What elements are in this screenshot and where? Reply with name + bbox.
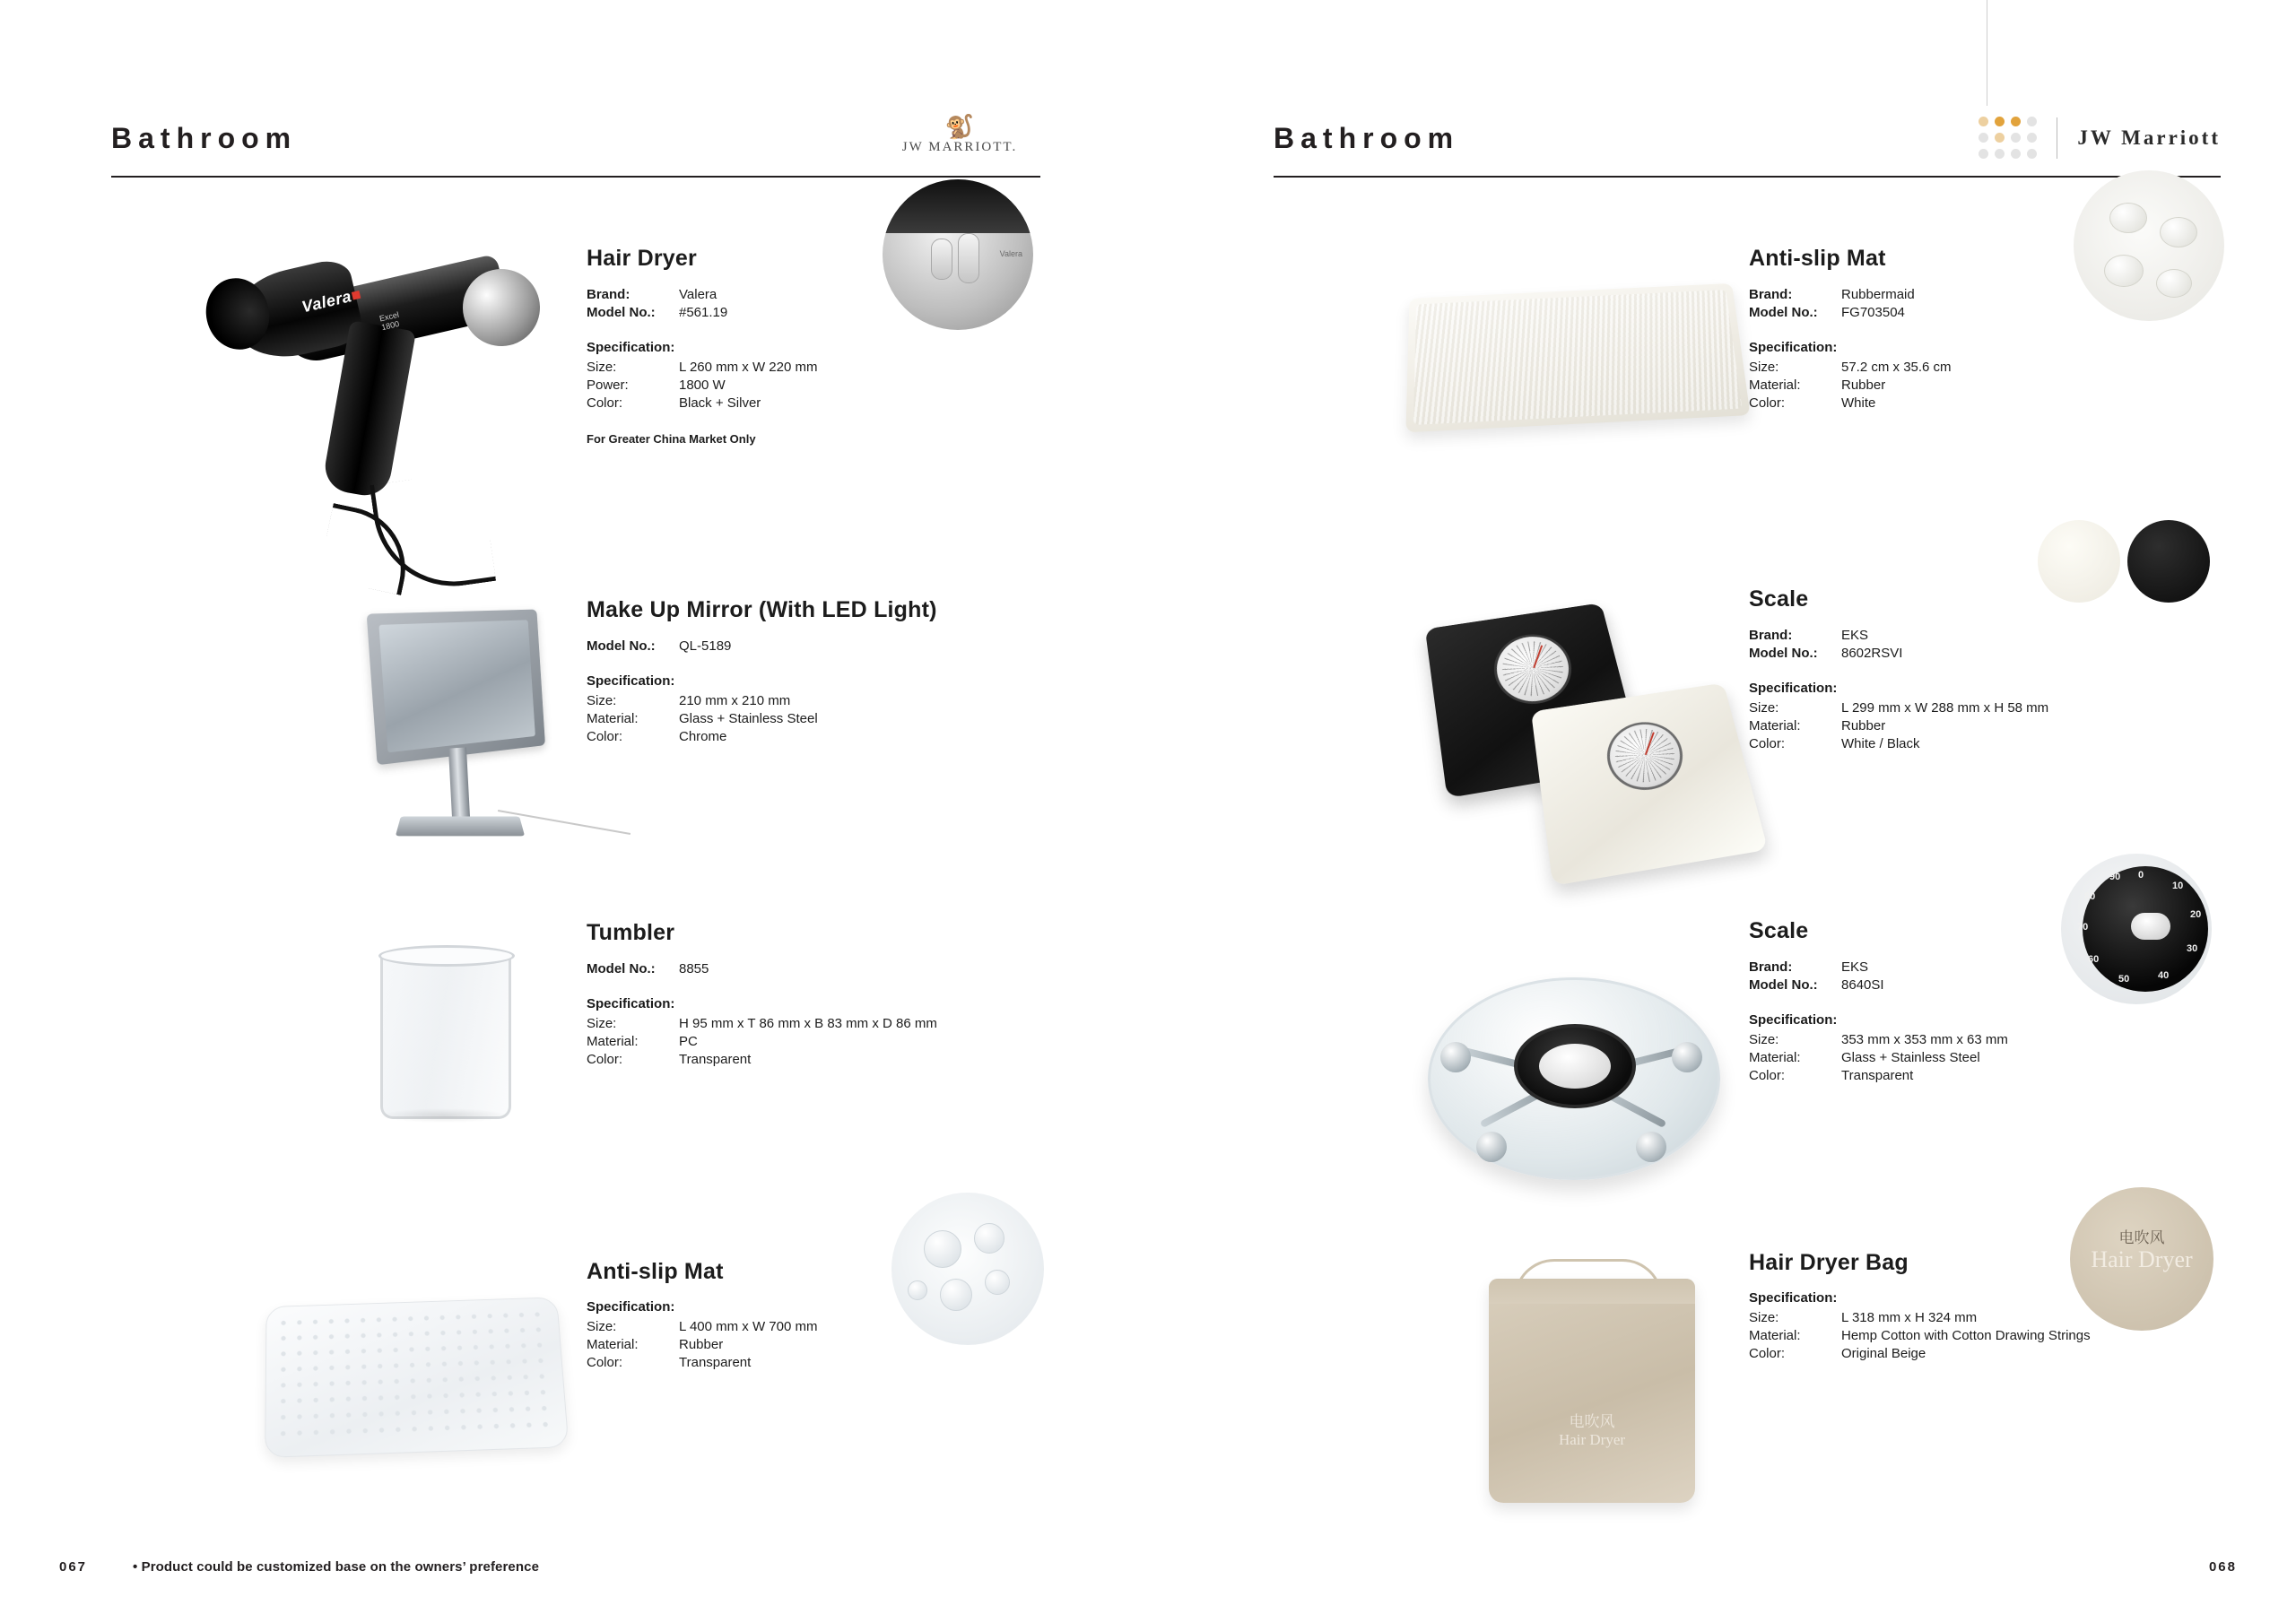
spec-key: Material: — [587, 711, 639, 726]
spec-key: Size: — [1749, 1310, 1779, 1325]
spec-key: Size: — [587, 360, 617, 375]
product-model — [587, 638, 1044, 655]
spec-value: 57.2 cm x 35.6 cm — [1841, 360, 1952, 375]
model-label: Model No.: — [587, 638, 656, 654]
spec-key: Material: — [1749, 718, 1801, 733]
suction-cup-icon — [2156, 269, 2192, 298]
spec-row — [1749, 377, 2224, 395]
specification-label: Specification: — [1749, 681, 1838, 696]
hair-dryer-bag-info — [1749, 1229, 2224, 1363]
jw-marriott-logo — [879, 115, 1040, 155]
suction-cup-icon — [940, 1279, 972, 1311]
product-row — [1274, 1229, 2224, 1448]
spec-key: Size: — [587, 1016, 617, 1031]
model-label: Model No.: — [1749, 305, 1818, 320]
specification-label: Specification: — [1749, 1012, 1838, 1028]
spec-row — [587, 1354, 1044, 1372]
spec-key: Material: — [587, 1337, 639, 1352]
spec-key: Material: — [1749, 1050, 1801, 1065]
spec-value: Rubber — [1841, 718, 1886, 733]
dial-number: 50 — [2118, 974, 2130, 985]
dial-number: 90 — [2109, 872, 2121, 882]
bag-body — [1489, 1279, 1695, 1503]
dial-number: 60 — [2088, 954, 2100, 965]
suction-cup-icon — [2109, 203, 2147, 233]
model-label: Model No.: — [587, 961, 656, 976]
spec-value: Glass + Stainless Steel — [679, 711, 818, 726]
hair-dryer-control-detail — [883, 179, 1033, 330]
tumbler-rim — [378, 945, 515, 967]
spec-value: L 400 mm x W 700 mm — [679, 1319, 818, 1334]
specification-label: Specification: — [587, 996, 675, 1011]
spec-value: Rubber — [679, 1337, 724, 1352]
dryer-switch-icon — [931, 239, 952, 280]
specification-label: Specification: — [1749, 340, 1838, 355]
hair-dryer-info — [587, 242, 1044, 446]
spec-value: White — [1841, 395, 1876, 411]
product-row — [111, 1255, 1044, 1372]
product-row — [111, 594, 1044, 746]
brand-label: Brand: — [1749, 628, 1793, 643]
product-model — [587, 960, 1044, 978]
spec-key: Size: — [1749, 1032, 1779, 1047]
jw-marriott-wordmark: JW MARRIOTT. — [901, 140, 1018, 154]
header-divider — [111, 176, 1040, 178]
page-number: 068 — [2208, 1559, 2237, 1575]
make-up-mirror-info — [587, 594, 1044, 746]
model-label: Model No.: — [587, 305, 656, 320]
spec-value: Chrome — [679, 729, 727, 744]
spec-row — [587, 1051, 1044, 1069]
scale-foot — [1440, 1042, 1471, 1072]
brand-label: Brand: — [587, 287, 631, 302]
scale-foot — [1636, 1132, 1666, 1162]
specification-label: Specification: — [587, 1299, 675, 1315]
spec-row — [1749, 395, 2224, 412]
suction-cup-icon — [974, 1223, 1004, 1254]
spec-row — [1749, 735, 2224, 753]
scale-dial-detail — [2061, 854, 2212, 1004]
mirror-base — [396, 817, 525, 837]
dial-number: 0 — [2138, 870, 2144, 881]
dial-number: 30 — [2187, 943, 2198, 954]
color-swatch-black — [2127, 520, 2210, 603]
product-name: Anti-slip Mat — [1749, 246, 1886, 271]
product-row — [111, 916, 1044, 1069]
tumbler-body — [380, 952, 511, 1119]
mat-texture — [274, 1306, 558, 1447]
spec-row — [1749, 1049, 2224, 1067]
spec-key: Size: — [587, 1319, 617, 1334]
mat-body — [265, 1297, 569, 1458]
product-name: Hair Dryer — [587, 246, 697, 271]
page-title: Bathroom — [111, 122, 298, 154]
spec-row — [587, 692, 1044, 710]
spec-key: Color: — [1749, 1068, 1786, 1083]
spec-key: Color: — [1749, 395, 1786, 411]
spec-value: 210 mm x 210 mm — [679, 693, 791, 708]
scale-foot — [1476, 1132, 1507, 1162]
spec-key: Color: — [587, 1355, 623, 1370]
dial-number: 20 — [2190, 909, 2202, 920]
detail-shadow — [883, 179, 1033, 233]
spec-value: Black + Silver — [679, 395, 761, 411]
make-up-mirror-photo — [111, 594, 587, 746]
dial-number: 10 — [2172, 881, 2184, 891]
spec-row — [1749, 717, 2224, 735]
suction-cup-icon — [2104, 255, 2144, 287]
spec-row — [1749, 1031, 2224, 1049]
mat-body — [1405, 283, 1750, 432]
dial-window — [2131, 913, 2170, 940]
anti-slip-mat-photo — [111, 1255, 587, 1372]
suction-cup-icon — [985, 1270, 1010, 1295]
spec-value: L 318 mm x H 324 mm — [1841, 1310, 1978, 1325]
spec-row — [587, 359, 1044, 377]
mechanical-scale-photo — [1274, 583, 1749, 753]
product-name: Hair Dryer Bag — [1749, 1250, 1909, 1275]
detail-print-text: Valera — [999, 249, 1022, 258]
product-name: Scale — [1749, 918, 1809, 943]
spec-row — [587, 377, 1044, 395]
suction-cup-icon — [2160, 217, 2197, 247]
specification-label: Specification: — [587, 340, 675, 355]
tumbler-shadow — [378, 1108, 509, 1123]
glass-scale-info — [1749, 870, 2224, 1085]
anti-slip-mat-suction-detail — [2074, 170, 2224, 321]
product-row — [1274, 870, 2224, 1085]
scale-foot — [1672, 1042, 1702, 1072]
left-page-header — [111, 115, 1040, 178]
model-value: QL-5189 — [679, 638, 732, 654]
dryer-switch-icon — [958, 233, 979, 283]
bag-print-en: Hair Dryer — [1558, 1431, 1626, 1448]
product-name: Make Up Mirror (With LED Light) — [587, 597, 937, 622]
dryer-brand-logo: Valera■ — [300, 284, 364, 317]
scale-dial — [1514, 1024, 1636, 1108]
spec-key: Color: — [587, 729, 623, 744]
spec-key: Power: — [587, 378, 629, 393]
spec-value: Original Beige — [1841, 1346, 1926, 1361]
product-name: Scale — [1749, 586, 1809, 612]
page-number: 067 — [59, 1559, 88, 1575]
anti-slip-mat-info — [587, 1255, 1044, 1372]
spec-value: 1800 W — [679, 378, 726, 393]
specification-label: Specification: — [587, 673, 675, 689]
spec-key: Size: — [587, 693, 617, 708]
product-name: Anti-slip Mat — [587, 1259, 724, 1284]
spec-row — [1749, 359, 2224, 377]
page-title: Bathroom — [1274, 122, 1460, 154]
dial-number: 40 — [2158, 970, 2170, 981]
hair-dryer-bag-photo — [1274, 1246, 1749, 1448]
spec-key: Material: — [587, 1034, 639, 1049]
spec-value: 353 mm x 353 mm x 63 mm — [1841, 1032, 2008, 1047]
spec-value: Glass + Stainless Steel — [1841, 1050, 1980, 1065]
bag-print — [1489, 1413, 1695, 1449]
spec-key: Material: — [1749, 1328, 1801, 1343]
dryer-model-print: Excel 1800 — [378, 309, 401, 333]
mirror-glass — [378, 620, 535, 752]
right-page-header — [1274, 115, 2221, 178]
spec-key: Color: — [1749, 736, 1786, 751]
spec-key: Size: — [1749, 700, 1779, 716]
bag-print-en: Hair Dryer — [2091, 1246, 2193, 1272]
spec-row — [1749, 1345, 2224, 1363]
anti-slip-mat-suction-detail — [891, 1193, 1044, 1345]
marriott-griffin-icon: 🐒 — [944, 113, 975, 140]
brand-value: Valera — [679, 287, 718, 302]
brand-label: Brand: — [1749, 287, 1793, 302]
spec-key: Color: — [587, 1052, 623, 1067]
color-swatch-white — [2038, 520, 2120, 603]
dial-number: 80 — [2084, 891, 2096, 902]
jw-marriott-logo — [1979, 117, 2221, 159]
product-row — [111, 242, 1044, 446]
product-row — [1274, 242, 2224, 412]
spec-value: L 260 mm x W 220 mm — [679, 360, 818, 375]
spec-row — [587, 1033, 1044, 1051]
bag-print-cn: 电吹风 — [1569, 1413, 1615, 1430]
footer-note: • Product could be customized base on the owners’ preference — [133, 1559, 540, 1575]
spec-key: Size: — [1749, 360, 1779, 375]
model-value: 8602RSVI — [1841, 646, 1903, 661]
model-value: #561.19 — [679, 305, 728, 320]
spec-key: Material: — [1749, 378, 1801, 393]
brand-value: EKS — [1841, 959, 1869, 975]
spec-value: L 299 mm x W 288 mm x H 58 mm — [1841, 700, 2049, 716]
hair-dryer-bag-print-detail — [2070, 1187, 2213, 1331]
brand-value: EKS — [1841, 628, 1869, 643]
spec-value: Hemp Cotton with Cotton Drawing Strings — [1841, 1328, 2091, 1343]
mirror-neck — [448, 748, 470, 819]
market-note: For Greater China Market Only — [587, 432, 756, 446]
spec-row — [587, 728, 1044, 746]
spec-row — [587, 395, 1044, 412]
bag-print-cn: 电吹风 — [2118, 1229, 2165, 1246]
right-page — [1148, 0, 2296, 1623]
suction-cup-icon — [924, 1230, 961, 1268]
spec-key: Color: — [1749, 1346, 1786, 1361]
spec-value: PC — [679, 1034, 698, 1049]
hair-dryer-photo — [111, 242, 587, 446]
brand-value: Rubbermaid — [1841, 287, 1915, 302]
product-row — [1274, 583, 2224, 753]
glass-scale-photo — [1274, 915, 1749, 1085]
specification-label: Specification: — [1749, 1290, 1838, 1306]
product-brand — [1749, 627, 2224, 645]
anti-slip-mat-info — [1749, 242, 2224, 412]
suction-cup-icon — [908, 1280, 927, 1300]
spec-row — [587, 1015, 1044, 1033]
glass-scale-illustration — [1428, 942, 1715, 1211]
spec-row — [587, 710, 1044, 728]
mirror-frame — [367, 610, 545, 766]
model-value: 8855 — [679, 961, 709, 976]
product-model — [1749, 645, 2224, 663]
model-label: Model No.: — [1749, 977, 1818, 993]
dial-number: 70 — [2077, 922, 2089, 933]
spec-row — [1749, 1067, 2224, 1085]
dot-grid-icon — [1979, 117, 2037, 159]
spec-value: Transparent — [679, 1052, 752, 1067]
brand-label: Brand: — [1749, 959, 1793, 975]
spec-value: Rubber — [1841, 378, 1886, 393]
spec-value: White / Black — [1841, 736, 1920, 751]
model-value: 8640SI — [1841, 977, 1884, 993]
header-divider — [1274, 176, 2221, 178]
model-value: FG703504 — [1841, 305, 1905, 320]
spec-value: Transparent — [679, 1355, 752, 1370]
spec-value: Transparent — [1841, 1068, 1914, 1083]
spec-value: H 95 mm x T 86 mm x B 83 mm x D 86 mm — [679, 1016, 937, 1031]
jw-marriott-wordmark: JW Marriott — [2077, 126, 2221, 149]
spec-row — [1749, 699, 2224, 717]
product-name: Tumbler — [587, 920, 675, 945]
scale-info — [1749, 583, 2224, 753]
tumbler-photo — [111, 916, 587, 1069]
anti-slip-mat-photo — [1274, 242, 1749, 412]
model-label: Model No.: — [1749, 646, 1818, 661]
tumbler-info — [587, 916, 1044, 1069]
spec-key: Color: — [587, 395, 623, 411]
